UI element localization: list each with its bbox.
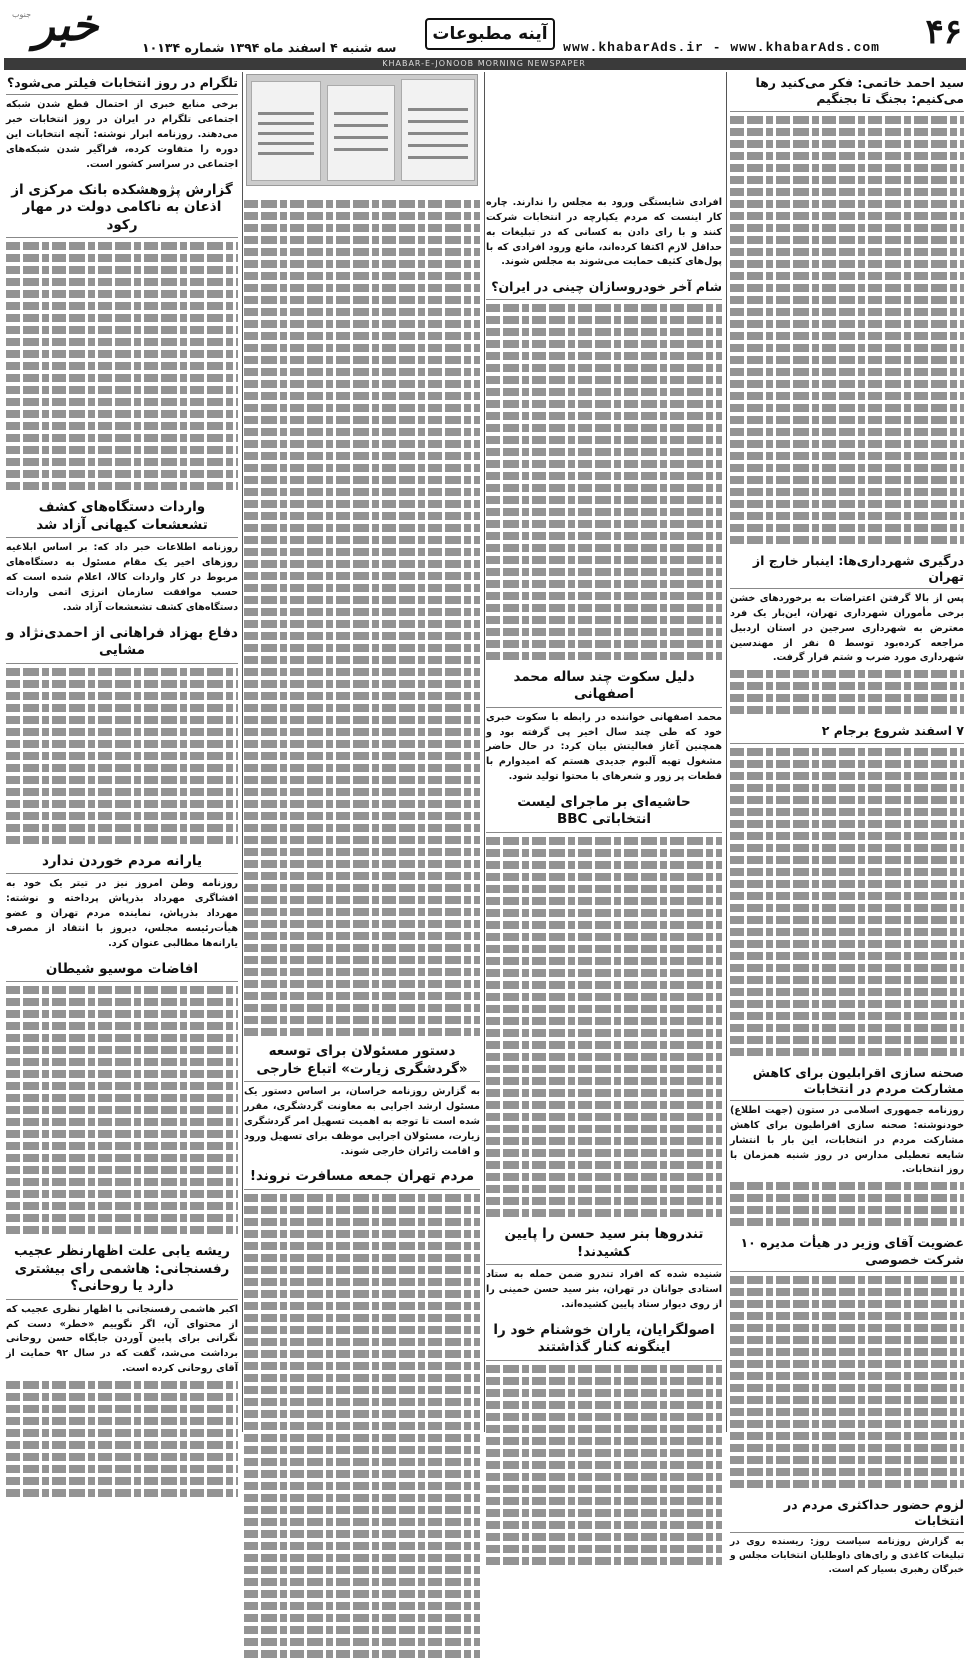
masthead-band <box>4 58 966 70</box>
article-body <box>486 1365 722 1565</box>
article <box>730 1494 964 1578</box>
logo-subtitle: جنوب <box>12 10 32 19</box>
article-headline[interactable]: دستور مسئولان برای توسعه «گردشگری زیارت» اتباع خارجی <box>244 1040 480 1082</box>
article-headline[interactable]: سید احمد خاتمی: فکر می‌کنید رها می‌کنیم: بجنگ تا بجنگیم <box>730 72 964 112</box>
article-lead: افرادی شایستگی ورود به مجلس را ندارند. چاره کار اینست که مردم یکپارچه در انتخابات شرکت کنند و با رای دادن به کسانی که در تبلیغات به حداقل لازم اکتفا کرده‌اند، مانع ورود افرادی که با پول‌های کثیف حمایت می‌شوند به مجلس شوند. <box>486 197 722 268</box>
article <box>486 666 722 785</box>
band-text: KHABAR-E-JONOOB MORNING NEWSPAPER <box>382 59 586 68</box>
article-lead: پس از بالا گرفتن اعتراضات به برخوردهای خشن برخی مأموران شهرداری تهران، این‌بار یک فرد معترض به شهرداری سرجین در استان اردبیل مراجعه کرده‌بود توسط ۵ نفر از مهندسین شهرداری مورد ضرب و شتم قرار گرفت. <box>730 593 964 664</box>
article-body <box>730 1182 964 1226</box>
article-headline[interactable]: دفاع بهزاد فراهانی از احمدی‌نژاد و مشایی <box>6 622 238 664</box>
logo-wordmark: خبر <box>33 0 99 51</box>
article <box>486 196 722 270</box>
article-body <box>6 986 238 1234</box>
section-title: آینه مطبوعات <box>425 18 555 50</box>
article <box>244 1040 480 1159</box>
article-headline[interactable]: ریشه یابی علت اظهارنظر عجیب رفسنجانی: هاشمی رای بیشتری دارد یا روحانی؟ <box>6 1240 238 1300</box>
mid-right-column <box>486 196 722 1431</box>
article-headline[interactable]: صحنه سازی اقرابلیون برای کاهش مشارکت مردم در انتخابات <box>730 1062 964 1102</box>
article-body <box>6 668 238 844</box>
article-body <box>730 748 964 1056</box>
article <box>6 72 238 173</box>
article <box>730 72 964 544</box>
article-headline[interactable]: افاضات موسیو شیطان <box>6 958 238 983</box>
article-lead: شنیده شده که افراد تندرو ضمن حمله به ستاد استادی جوانان در تهران، بنر سید حسن خمینی را از روی دیوار ستاد پایین کشیده‌اند. <box>486 1269 722 1310</box>
article-headline[interactable]: ۷ اسفند شروع برجام ۲ <box>730 720 964 743</box>
article-lead: برخی منابع خبری از احتمال قطع شدن شبکه اجتماعی تلگرام در ایران در روز انتخابات خبر می‌دهند. روزنامه ابرار نوشته: آنچه انتخابات این دوره را متفاوت کرده، فراگیر شدن شبکه‌های اجتماعی در سراسر کشور است. <box>6 99 238 170</box>
article <box>486 276 722 659</box>
article-lead: روزنامه جمهوری اسلامی در ستون (جهت اطلاع) خودنوشته: صحنه سازی افراطیون برای کاهش مشارکت مردم در انتخابات، این بار با انتشار شایعه تعطیلی مدارس در روز شنبه همزمان با روز انتخابات. <box>730 1105 964 1176</box>
article-lead: محمد اصفهانی خواننده در رابطه با سکوت خبری خود که طی چند سال اخیر پی گرفته بود و همچنین آغاز فعالیتش بیان کرد: در حال حاضر مشغول تهیه آلبوم جدیدی هستم که امیدوارم با قطعات پر زور و شعرهای با محتوا تولید شود. <box>486 711 722 783</box>
article-headline[interactable]: شام آخر خودروسازان چینی در ایران؟ <box>486 276 722 299</box>
page-number: ۴۶ <box>925 12 962 52</box>
column-divider <box>242 72 243 1432</box>
article-headline[interactable]: درگیری شهرداری‌ها: اینبار خارج از تهران <box>730 550 964 590</box>
newspaper-image <box>327 85 395 181</box>
page-header <box>0 0 970 70</box>
mid-left-column <box>244 196 480 1431</box>
article-body <box>730 116 964 544</box>
issue-date: سه شنبه ۴ اسفند ماه ۱۳۹۴ شماره ۱۰۱۳۴ <box>142 40 397 55</box>
right-column <box>730 72 964 1576</box>
article <box>730 1062 964 1227</box>
article-headline[interactable]: تندروها بنر سید حسن را پایین کشیدند! <box>486 1223 722 1265</box>
article <box>730 720 964 1055</box>
article-headline[interactable]: مردم تهران جمعه مسافرت نروند! <box>244 1165 480 1190</box>
article-headline[interactable]: واردات دستگاه‌های کشف تشعشعات کیهانی آزاد شد <box>6 496 238 538</box>
article-lead: به گزارش روزنامه سیاست روز: ریسنده روی در تبلیغات کاغذی و رای‌های داوطلبان انتخابات مجلس و خبرگان رهبری بسیار کم است. <box>730 1537 964 1576</box>
article <box>6 850 238 952</box>
column-divider <box>484 72 485 1432</box>
article-body <box>244 200 480 1036</box>
article-body <box>244 1194 480 1658</box>
article <box>730 1232 964 1488</box>
article-body <box>6 1381 238 1497</box>
article <box>6 958 238 1235</box>
article-headline[interactable]: حاشیه‌ای بر ماجرای لیست انتخاباتی BBC <box>486 791 722 833</box>
article-lead: اکبر هاشمی رفسنجانی با اظهار نظری عجیب که از محتوای آن، اگر نگوییم «خطر» دست کم نگرانی برای پایین آوردن جایگاه حسن روحانی برداشت می‌شد، گفت که در سال ۹۲ حمایت از آقای روحانی کرده است. <box>6 1303 238 1375</box>
site-url[interactable]: www.khabarAds.ir - www.khabarAds.com <box>563 40 880 55</box>
article-headline[interactable]: اصولگرایان، یاران خوشنام خود را اینگونه کنار گذاشتند <box>486 1319 722 1361</box>
article-headline[interactable]: لزوم حضور حداکثری مردم در انتخابات <box>730 1494 964 1534</box>
newspaper-logo <box>4 0 128 54</box>
article <box>486 791 722 1217</box>
article <box>244 1165 480 1658</box>
article-body <box>730 670 964 714</box>
article-lead: به گزارش روزنامه خراسان، بر اساس دستور یک مسئول ارشد اجرایی به معاونت گردشگری، مقرر شده است تا توجه به اهمیت تسهیل امر گردشگری زیارت، مسئولان اجرایی موظف برای تسهیل ورود و اقامت زائران خارجی شوند. <box>244 1086 480 1157</box>
left-column <box>6 72 238 1431</box>
article-body <box>6 242 238 490</box>
newspaper-image <box>251 81 321 181</box>
article-body <box>486 837 722 1217</box>
article-headline[interactable]: دلیل سکوت چند ساله محمد اصفهانی <box>486 666 722 708</box>
article-headline[interactable]: تلگرام در روز انتخابات فیلتر می‌شود؟ <box>6 72 238 95</box>
article <box>6 179 238 491</box>
article-body <box>730 1276 964 1488</box>
article <box>6 622 238 844</box>
article <box>486 1319 722 1565</box>
article-headline[interactable]: گزارش پژوهشکده بانک مرکزی از اذعان به ناکامی دولت در مهار رکود <box>6 179 238 239</box>
article <box>6 496 238 615</box>
article <box>6 1240 238 1497</box>
newspaper-image <box>401 79 475 181</box>
article <box>730 550 964 715</box>
column-divider <box>726 72 727 1432</box>
article-headline[interactable]: عضویت آقای وزیر در هیأت مدیره ۱۰ شرکت خصوصی <box>730 1232 964 1272</box>
article-body <box>486 304 722 660</box>
article-lead: روزنامه وطن امروز نیز در تیتر یک خود به افشاگری مهرداد بذرپاش پرداخته و نوشته: مهرداد بذرپاش، نماینده مردم تهران و عضو هیأت‌رئیسه مجلس، دیروز با انتقاد از مصرف یارانه‌ها مطالبی عنوان کرد. <box>6 878 238 949</box>
article <box>486 1223 722 1313</box>
newspapers-photo <box>246 74 478 186</box>
article-headline[interactable]: یارانه مردم خوردن ندارد <box>6 850 238 875</box>
article-lead: روزنامه اطلاعات خبر داد که: بر اساس ابلاغیه روزهای اخیر یک مقام مسئول به دستگاه‌های مربوط در کار واردات کالا، اعلام شده است که حسب موافقت سازمان انرژی اتمی واردات دستگاه‌های کشف تشعشعات آزاد شد. <box>6 542 238 613</box>
